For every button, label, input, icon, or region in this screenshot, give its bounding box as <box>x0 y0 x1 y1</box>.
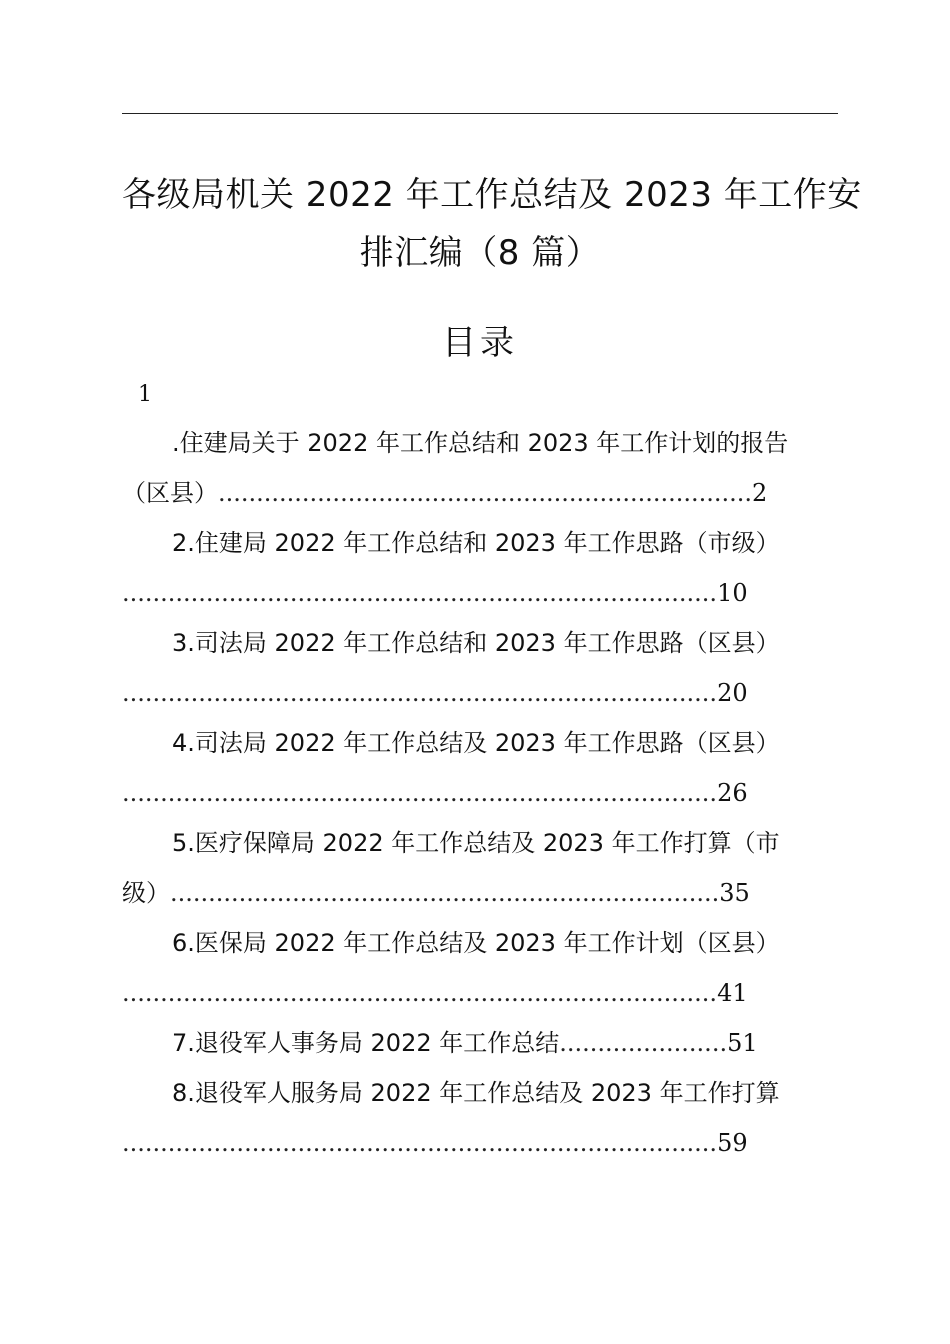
toc-page-number: 2 <box>752 479 768 507</box>
toc-entry-5-title[interactable] <box>172 826 780 860</box>
toc-entry-title: 2.住建局 2022 年工作总结和 2023 年工作思路（市级） <box>172 529 780 557</box>
toc-entry-2-title[interactable] <box>172 526 780 560</box>
toc-entry-6-leader-line[interactable] <box>122 976 748 1010</box>
toc-leader: ...................... <box>559 1029 728 1057</box>
toc-entry-title: .住建局关于 2022 年工作总结和 2023 年工作计划的报告 <box>172 429 789 457</box>
toc-entry-title: 3.司法局 2022 年工作总结和 2023 年工作思路（区县） <box>172 629 780 657</box>
toc-entry-1-title[interactable] <box>172 426 788 460</box>
title-line-2: 排汇编（8 篇） <box>359 233 601 273</box>
toc-leader: .............................................................................. <box>122 779 718 807</box>
toc-entry-title: 6.医保局 2022 年工作总结及 2023 年工作计划（区县） <box>172 929 780 957</box>
toc-leader: .............................................................................. <box>122 979 718 1007</box>
toc-leader: .............................................................................. <box>122 679 718 707</box>
toc-entry-8-leader-line[interactable] <box>122 1126 748 1160</box>
toc-entry-title: 5.医疗保障局 2022 年工作总结及 2023 年工作打算（市 <box>172 829 780 857</box>
toc-leader: ...................................................................... <box>218 479 753 507</box>
toc-page-number: 10 <box>717 579 748 607</box>
toc-heading: 目录 <box>442 323 518 363</box>
toc-entry-7[interactable] <box>172 1026 758 1060</box>
toc-entry-4-leader-line[interactable] <box>122 776 748 810</box>
toc-entry-title: 8.退役军人服务局 2022 年工作总结及 2023 年工作打算 <box>172 1079 780 1107</box>
stray-number: 1 <box>138 382 152 407</box>
toc-entry-title: 7.退役军人事务局 2022 年工作总结 <box>172 1029 560 1057</box>
toc-entry-title: 4.司法局 2022 年工作总结及 2023 年工作思路（区县） <box>172 729 780 757</box>
toc-leader: .............................................................................. <box>122 1129 718 1157</box>
toc-entry-4-title[interactable] <box>172 726 780 760</box>
header-rule <box>122 113 838 114</box>
document-title <box>122 166 862 282</box>
toc-entry-3-leader-line[interactable] <box>122 676 748 710</box>
toc-page-number: 26 <box>717 779 748 807</box>
toc-leader: .............................................................................. <box>122 579 718 607</box>
toc-entry-8-title[interactable] <box>172 1076 780 1110</box>
toc-page-number: 35 <box>719 879 750 907</box>
toc-page-number: 20 <box>717 679 748 707</box>
toc-leader: ........................................................................ <box>170 879 720 907</box>
toc-page-number: 41 <box>717 979 748 1007</box>
toc-entry-6-title[interactable] <box>172 926 780 960</box>
toc-entry-title-cont: 级） <box>122 879 170 907</box>
toc-entry-title-cont: （区县） <box>122 479 218 507</box>
toc-entry-3-title[interactable] <box>172 626 780 660</box>
toc-entry-1-leader-line[interactable] <box>122 476 767 510</box>
toc-entry-2-leader-line[interactable] <box>122 576 748 610</box>
toc-page-number: 51 <box>727 1029 758 1057</box>
toc-page-number: 59 <box>717 1129 748 1157</box>
title-line-1: 各级局机关 2022 年工作总结及 2023 年工作安 <box>122 175 862 215</box>
toc-entry-5-leader-line[interactable] <box>122 876 750 910</box>
